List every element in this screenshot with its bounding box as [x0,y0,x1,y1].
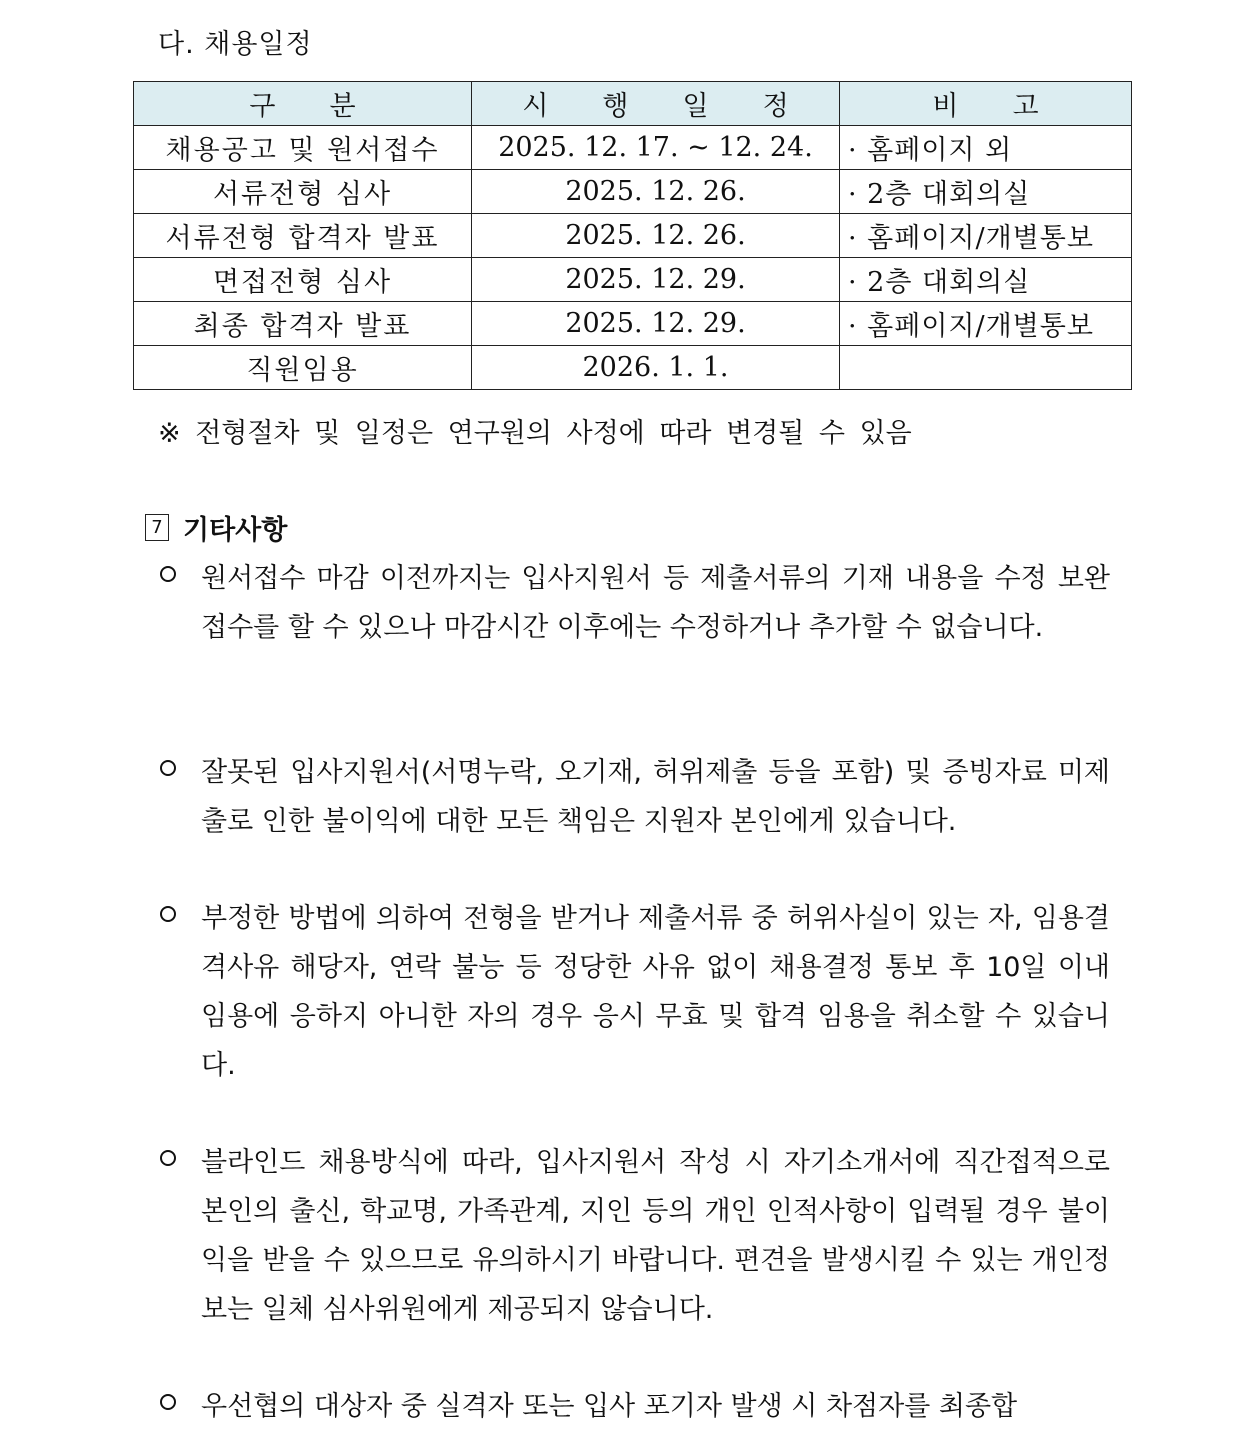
circle-bullet-icon [160,760,176,776]
table-row [134,346,1132,390]
stage-cell: 최종 합격자 발표 [134,302,472,346]
list-item [160,1138,1110,1334]
date-cell: 2025. 12. 26. [472,214,840,258]
note-cell: · 2층 대회의실 [840,258,1132,302]
circle-bullet-icon [160,566,176,582]
note-cell: · 2층 대회의실 [840,170,1132,214]
section-title: 기타사항 [183,515,288,546]
bullet-text: 원서접수 마감 이전까지는 입사지원서 등 제출서류의 기재 내용을 수정 보완 접수를 할 수 있으나 마감시간 이후에는 수정하거나 추가할 수 없습니다. [201,563,1110,643]
section-number-box: 7 [145,514,169,541]
table-row [134,170,1132,214]
table-header-row [134,82,1132,126]
date-cell: 2026. 1. 1. [472,346,840,390]
list-item [160,554,1110,652]
date-cell: 2025. 12. 26. [472,170,840,214]
stage-cell: 서류전형 합격자 발표 [134,214,472,258]
stage-cell: 서류전형 심사 [134,170,472,214]
circle-bullet-icon [160,1394,176,1410]
note-cell: · 홈페이지/개별통보 [840,302,1132,346]
bullet-text: 블라인드 채용방식에 따라, 입사지원서 작성 시 자기소개서에 직간접적으로 본인의 출신, 학교명, 가족관계, 지인 등의 개인 인적사항이 입력될 경우 불이익을 받을 수 있으므로 유의하시기 바랍니다. 편견을 발생시킬 수 있는 개인정보는 일체 심사위원에게 제공되지 않습니다. [201,1147,1110,1325]
date-cell: 2025. 12. 29. [472,302,840,346]
section-heading-etc [145,508,287,547]
schedule-heading: 다. 채용일정 [158,29,313,60]
table-row [134,214,1132,258]
stage-cell: 면접전형 심사 [134,258,472,302]
table-row [134,258,1132,302]
stage-cell: 직원임용 [134,346,472,390]
note-cell: · 홈페이지/개별통보 [840,214,1132,258]
list-item [160,894,1110,1090]
note-cell: · 홈페이지 외 [840,126,1132,170]
list-item [160,748,1110,846]
list-item [160,1382,1110,1431]
note-cell [840,346,1132,390]
date-cell: 2025. 12. 17. ~ 12. 24. [472,126,840,170]
circle-bullet-icon [160,906,176,922]
header-stage: 구 분 [134,82,472,126]
bullet-text: 잘못된 입사지원서(서명누락, 오기재, 허위제출 등을 포함) 및 증빙자료 미제출로 인한 불이익에 대한 모든 책임은 지원자 본인에게 있습니다. [201,757,1110,837]
circle-bullet-icon [160,1150,176,1166]
schedule-table [133,81,1132,390]
date-cell: 2025. 12. 29. [472,258,840,302]
bullet-text: 부정한 방법에 의하여 전형을 받거나 제출서류 중 허위사실이 있는 자, 임용결격사유 해당자, 연락 불능 등 정당한 사유 없이 채용결정 통보 후 10일 이내 임용에 응하지 아니한 자의 경우 응시 무효 및 합격 임용을 취소할 수 있습니다. [201,903,1110,1081]
bullet-text: 우선협의 대상자 중 실격자 또는 입사 포기자 발생 시 차점자를 최종합 [201,1391,1018,1422]
stage-cell: 채용공고 및 원서접수 [134,126,472,170]
table-row [134,302,1132,346]
table-row [134,126,1132,170]
schedule-change-note: ※ 전형절차 및 일정은 연구원의 사정에 따라 변경될 수 있음 [158,418,912,449]
header-date: 시 행 일 정 [472,82,840,126]
header-note: 비 고 [840,82,1132,126]
